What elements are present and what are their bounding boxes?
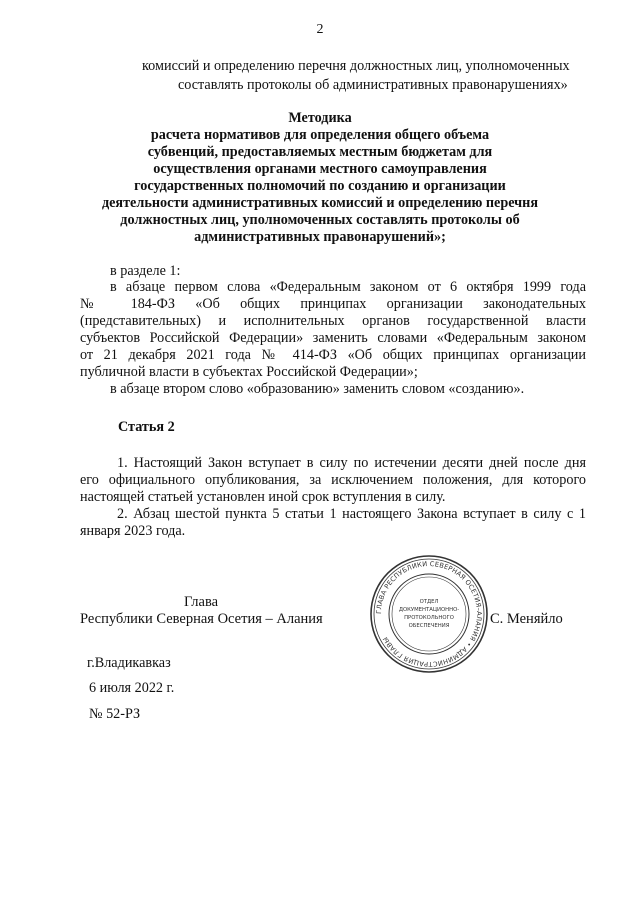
stamp-center-4: ОБЕСПЕЧЕНИЯ	[408, 623, 450, 629]
intro-line-1: комиссий и определению перечня должностных лиц, уполномоченных	[142, 58, 570, 74]
signature-name: С. Меняйло	[490, 611, 563, 627]
methodology-title-1: Методика	[288, 110, 352, 126]
article2-p2-line-1: 2. Абзац шестой пункта 5 статьи 1 настоящего Закона вступает в силу с 1	[117, 506, 586, 522]
article2-p1-line-1: 1. Настоящий Закон вступает в силу по истечении десяти дней после дня	[117, 455, 586, 471]
paragraph1-line-6: публичной власти в субъектах Российской Федерации»;	[80, 364, 418, 380]
methodology-title-6: деятельности административных комиссий и определению перечня	[101, 195, 539, 211]
methodology-title-4: осуществления органами местного самоуправления	[153, 161, 487, 177]
stamp-ring-text: ГЛАВА РЕСПУБЛИКИ СЕВЕРНАЯ ОСЕТИЯ–АЛАНИЯ • АДМИНИСТРАЦИЯ ГЛАВЫ	[374, 559, 484, 669]
stamp-center-3: ПРОТОКОЛЬНОГО	[404, 615, 454, 621]
article2-heading: Статья 2	[118, 419, 175, 435]
paragraph1-line-4: субъектов Российской Федерации» заменить словами «Федеральным законом	[80, 330, 586, 346]
methodology-title-2: расчета нормативов для определения общего объема	[150, 127, 490, 143]
article2-p1-line-2: его официального опубликования, за исключением положения, для которого	[80, 472, 586, 488]
paragraph1-line-3: (представительных) и исполнительных органов государственной власти	[80, 313, 586, 329]
section-intro: в разделе 1:	[110, 263, 181, 279]
signature-position-1: Глава	[184, 594, 219, 610]
paragraph1-line-5: от 21 декабря 2021 года № 414-ФЗ «Об общих принципах организации	[80, 347, 586, 363]
paragraph1-line-1: в абзаце первом слова «Федеральным законом от 6 октября 1999 года	[110, 279, 586, 295]
paragraph2: в абзаце втором слово «образованию» заменить словом «созданию».	[110, 381, 525, 397]
official-stamp	[368, 553, 490, 675]
page-number: 2	[316, 22, 324, 37]
methodology-title-3: субвенций, предоставляемых местным бюджетам для	[147, 144, 493, 160]
stamp-center-1: ОТДЕЛ	[419, 599, 439, 605]
signature-position-2: Республики Северная Осетия – Алания	[80, 611, 323, 627]
stamp-center-2: ДОКУМЕНТАЦИОННО-	[398, 607, 460, 613]
svg-text:ГЛАВА РЕСПУБЛИКИ СЕВЕРНАЯ ОСЕТ	[375, 560, 483, 668]
methodology-title-5: государственных полномочий по созданию и организации	[134, 178, 506, 194]
place: г.Владикавказ	[87, 655, 171, 671]
date: 6 июля 2022 г.	[89, 680, 175, 696]
methodology-title-8: административных правонарушений»;	[194, 229, 446, 245]
document-number: № 52-РЗ	[89, 706, 141, 722]
methodology-title-7: должностных лиц, уполномоченных составлять протоколы об	[120, 212, 520, 228]
paragraph1-line-2: № 184-ФЗ «Об общих принципах организации законодательных	[80, 296, 586, 312]
intro-line-2: составлять протоколы об административных правонарушениях»	[178, 77, 568, 93]
article2-p2-line-2: января 2023 года.	[80, 523, 186, 539]
article2-p1-line-3: настоящей статьей установлен иной срок вступления в силу.	[80, 489, 446, 505]
